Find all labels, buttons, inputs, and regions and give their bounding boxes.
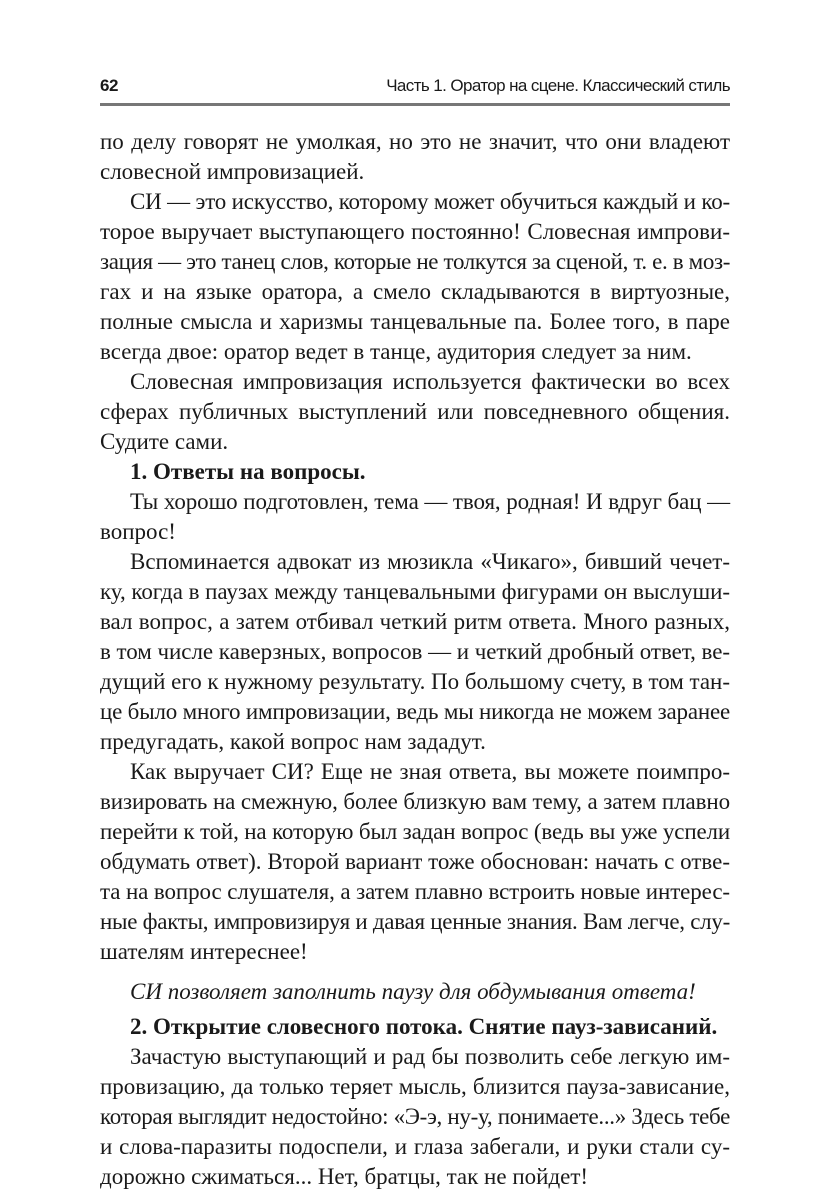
text-line: провизацию, да только теряет мысль, близится пауза-зависание, (100, 1074, 730, 1099)
text-line: зация — это танец слов, которые не толкутся за сценой, т. е. в моз- (100, 249, 730, 274)
page-body (100, 127, 730, 1192)
text-line: вопрос! (100, 519, 176, 544)
text-line: предугадать, какой вопрос нам зададут. (100, 729, 486, 754)
page-number: 62 (100, 76, 118, 95)
text-line: полные смысла и харизмы танцевальные па. Более того, в паре (100, 309, 730, 334)
text-line: Вспоминается адвокат из мюзикла «Чикаго», бивший чечет- (130, 549, 730, 574)
text-line: в том числе каверзных, вопросов — и четкий дробный ответ, ве- (100, 639, 730, 664)
text-line: перейти к той, на которую был задан вопрос (ведь вы уже успели (100, 819, 730, 844)
header-rule (100, 103, 730, 106)
running-title: Часть 1. Оратор на сцене. Классический стиль (386, 76, 730, 95)
text-line: сферах публичных выступлений или повседневного общения. (100, 399, 730, 424)
text-line: Как выручает СИ? Еще не зная ответа, вы можете поимпро- (130, 759, 730, 784)
text-line: по делу говорят не умолкая, но это не значит, что они владеют (100, 129, 730, 154)
section-heading: 1. Ответы на вопросы. (130, 459, 366, 484)
text-line: которая выглядит недостойно: «Э-э, ну-у, понимаете...» Здесь тебе (100, 1104, 730, 1129)
text-line: шателям интереснее! (100, 939, 308, 964)
text-line: ку, когда в паузах между танцевальными фигурами он выслуши- (100, 579, 730, 604)
text-line: Словесная импровизация используется фактически во всех (130, 369, 730, 394)
text-line: обдумать ответ). Второй вариант тоже обоснован: начать с отве- (100, 849, 730, 874)
text-line: ные факты, импровизируя и давая ценные знания. Вам легче, слу- (100, 909, 730, 934)
running-header (100, 76, 730, 102)
text-line: визировать на смежную, более близкую вам тему, а затем плавно (100, 789, 730, 814)
text-line: це было много импровизации, ведь мы никогда не можем заранее (100, 699, 730, 724)
section-heading: 2. Открытие словесного потока. Снятие пауз-зависаний. (130, 1014, 718, 1039)
text-line: и слова-паразиты подоспели, и глаза забегали, и руки стали су- (100, 1134, 730, 1159)
text-line: словесной импровизацией. (100, 159, 365, 184)
text-line: дорожно сжиматься... Нет, братцы, так не пойдет! (100, 1164, 589, 1189)
italic-callout: СИ позволяет заполнить паузу для обдумывания ответа! (130, 979, 696, 1004)
text-line: гах и на языке оратора, а смело складываются в виртуозные, (100, 279, 730, 304)
text-line: СИ — это искусство, которому может обучиться каждый и ко- (130, 189, 730, 214)
text-line: та на вопрос слушателя, а затем плавно встроить новые интерес- (100, 879, 730, 904)
text-line: Судите сами. (100, 429, 229, 454)
text-line: Зачастую выступающий и рад бы позволить себе легкую им- (130, 1044, 730, 1069)
text-line: всегда двое: оратор ведет в танце, аудитория следует за ним. (100, 339, 692, 364)
text-line: вал вопрос, а затем отбивал четкий ритм ответа. Много разных, (100, 609, 730, 634)
text-line: торое выручает выступающего постоянно! Словесная импрови- (100, 219, 730, 244)
text-line: дущий его к нужному результату. По большому счету, в том тан- (100, 669, 730, 694)
text-line: Ты хорошо подготовлен, тема — твоя, родная! И вдруг бац — (130, 489, 730, 514)
